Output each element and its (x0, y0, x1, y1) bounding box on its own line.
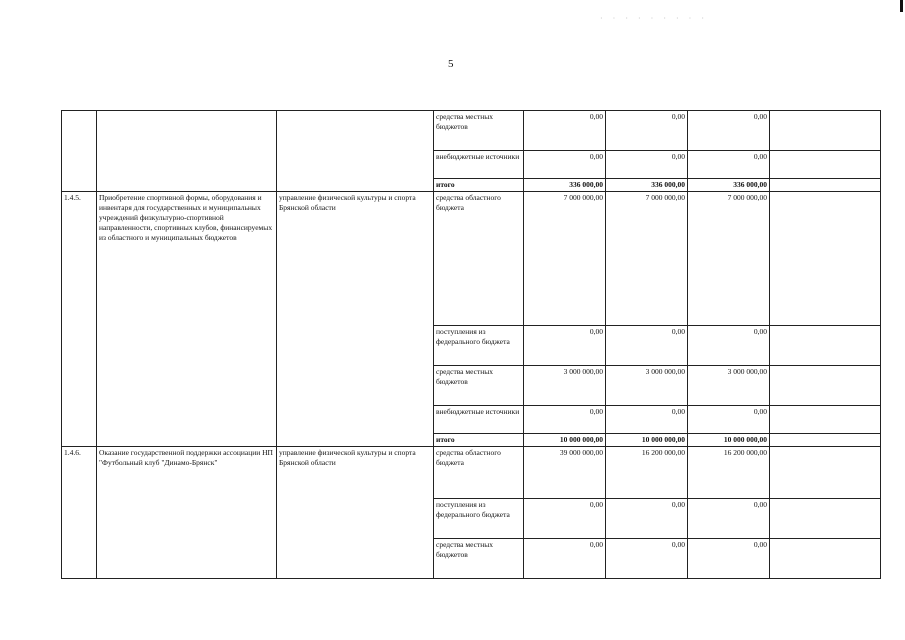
item-executor: управление физической культуры и спорта Брянской области (277, 192, 434, 447)
item-name: Оказание государственной поддержки ассоциации НП "Футбольный клуб "Динамо-Брянск" (97, 447, 277, 579)
amount-year-1: 3 000 000,00 (524, 366, 606, 406)
funding-source: внебюджетные источники (434, 151, 524, 179)
amount-year-2: 7 000 000,00 (606, 192, 688, 326)
total-year-2: 336 000,00 (606, 179, 688, 192)
amount-year-3: 0,00 (688, 499, 770, 539)
scan-edge-mark (900, 0, 903, 12)
amount-year-1: 0,00 (524, 151, 606, 179)
amount-year-2: 0,00 (606, 326, 688, 366)
table-row (62, 447, 881, 499)
amount-year-2: 0,00 (606, 111, 688, 151)
total-year-1: 336 000,00 (524, 179, 606, 192)
funding-source: средства местных бюджетов (434, 111, 524, 151)
empty-cell (770, 326, 881, 366)
amount-year-1: 0,00 (524, 539, 606, 579)
funding-source: поступления из федерального бюджета (434, 499, 524, 539)
amount-year-1: 0,00 (524, 111, 606, 151)
item-code: 1.4.5. (62, 192, 97, 447)
table-row (62, 111, 881, 151)
funding-source: поступления из федерального бюджета (434, 326, 524, 366)
amount-year-1: 0,00 (524, 326, 606, 366)
amount-year-2: 0,00 (606, 151, 688, 179)
page-number: 5 (448, 58, 454, 70)
item-executor: управление физической культуры и спорта Брянской области (277, 447, 434, 579)
amount-year-3: 7 000 000,00 (688, 192, 770, 326)
item-code: 1.4.6. (62, 447, 97, 579)
amount-year-3: 0,00 (688, 406, 770, 434)
amount-year-2: 3 000 000,00 (606, 366, 688, 406)
funding-source: средства областного бюджета (434, 447, 524, 499)
amount-year-1: 7 000 000,00 (524, 192, 606, 326)
empty-cell (770, 151, 881, 179)
amount-year-3: 0,00 (688, 151, 770, 179)
budget-table (61, 110, 881, 579)
funding-source: внебюджетные источники (434, 406, 524, 434)
item-name: Приобретение спортивной формы, оборудования и инвентаря для государственных и муниципальных учреждений физкультурно-спортивной направленности, спортивных клубов, финансируемых из областного и муниципальных бюджетов (97, 192, 277, 447)
empty-cell (770, 447, 881, 499)
funding-source: средства местных бюджетов (434, 539, 524, 579)
amount-year-2: 0,00 (606, 539, 688, 579)
total-label: итого (434, 179, 524, 192)
amount-year-1: 0,00 (524, 406, 606, 434)
total-label: итого (434, 434, 524, 447)
total-year-3: 10 000 000,00 (688, 434, 770, 447)
amount-year-3: 16 200 000,00 (688, 447, 770, 499)
empty-cell (770, 179, 881, 192)
funding-source: средства местных бюджетов (434, 366, 524, 406)
empty-cell (770, 111, 881, 151)
total-year-3: 336 000,00 (688, 179, 770, 192)
amount-year-1: 0,00 (524, 499, 606, 539)
funding-source: средства областного бюджета (434, 192, 524, 326)
scan-specks: · · · · · · · · · (600, 14, 708, 23)
item-executor (277, 111, 434, 192)
amount-year-3: 0,00 (688, 111, 770, 151)
empty-cell (770, 192, 881, 326)
item-code (62, 111, 97, 192)
table-row (62, 192, 881, 326)
item-name (97, 111, 277, 192)
amount-year-2: 0,00 (606, 499, 688, 539)
amount-year-3: 3 000 000,00 (688, 366, 770, 406)
amount-year-3: 0,00 (688, 326, 770, 366)
empty-cell (770, 434, 881, 447)
amount-year-3: 0,00 (688, 539, 770, 579)
empty-cell (770, 366, 881, 406)
amount-year-2: 16 200 000,00 (606, 447, 688, 499)
total-year-2: 10 000 000,00 (606, 434, 688, 447)
empty-cell (770, 499, 881, 539)
amount-year-1: 39 000 000,00 (524, 447, 606, 499)
empty-cell (770, 406, 881, 434)
total-year-1: 10 000 000,00 (524, 434, 606, 447)
empty-cell (770, 539, 881, 579)
amount-year-2: 0,00 (606, 406, 688, 434)
